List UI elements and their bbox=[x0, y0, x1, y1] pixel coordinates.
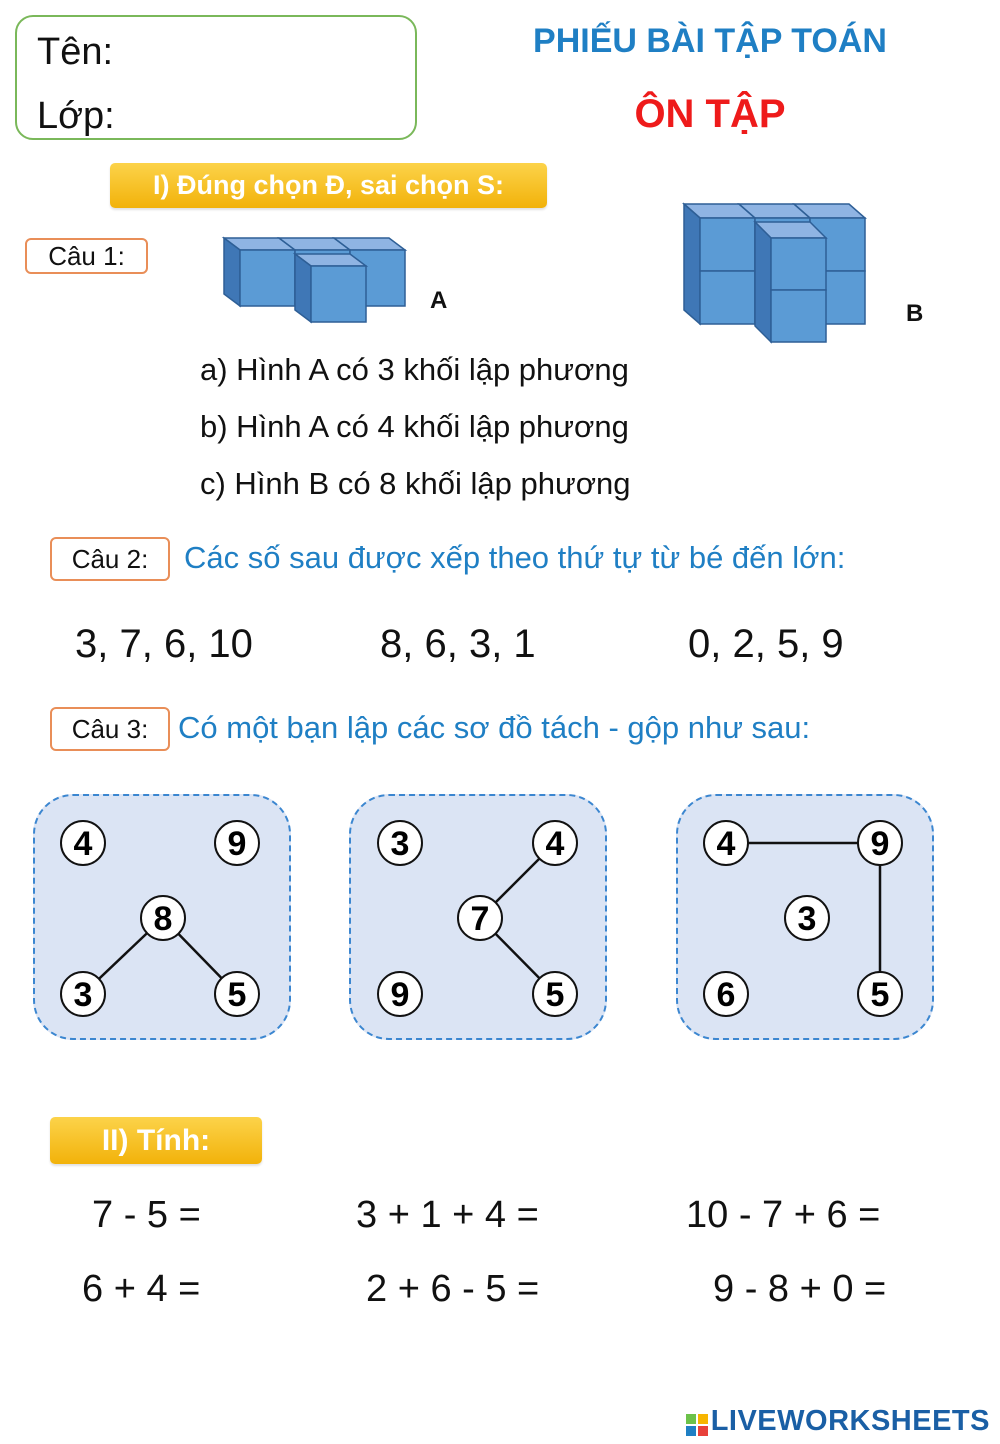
diagram-1-bottom-left: 3 bbox=[73, 976, 93, 1014]
diagram-2-bottom-right: 5 bbox=[545, 976, 565, 1014]
cube-a1-side bbox=[224, 238, 240, 306]
liveworksheets-logo bbox=[686, 1405, 990, 1438]
cube-a1-front bbox=[240, 250, 295, 306]
calc-1-1: 7 - 5 = bbox=[92, 1194, 201, 1236]
calc-2-2: 2 + 6 - 5 = bbox=[366, 1268, 540, 1310]
diagram-1-bottom-right: 5 bbox=[227, 976, 247, 1014]
q2-text: Các số sau được xếp theo thứ tự từ bé đến lớn: bbox=[184, 540, 846, 575]
diagram-1-top-left: 4 bbox=[73, 825, 93, 863]
q2-label: Câu 2: bbox=[50, 537, 170, 581]
worksheet-subtitle: ÔN TẬP bbox=[634, 92, 786, 136]
q2-sequence-3: 0, 2, 5, 9 bbox=[688, 622, 844, 666]
calc-1-2: 3 + 1 + 4 = bbox=[356, 1194, 539, 1236]
diagram-1-center: 8 bbox=[153, 900, 173, 938]
q2-sequence-1: 3, 7, 6, 10 bbox=[75, 622, 253, 666]
calc-1-3: 10 - 7 + 6 = bbox=[686, 1194, 881, 1236]
diagram-2 bbox=[349, 794, 607, 1040]
cube-a4-front bbox=[311, 266, 366, 322]
calc-2-1: 6 + 4 = bbox=[82, 1268, 201, 1310]
liveworksheets-text: LIVEWORKSHEETS bbox=[710, 1405, 990, 1437]
section1-banner: I) Đúng chọn Đ, sai chọn S: bbox=[110, 163, 547, 208]
diagram-2-top-right: 4 bbox=[545, 825, 565, 863]
diagram-2-top-left: 3 bbox=[390, 825, 410, 863]
figure-b-cubes bbox=[680, 198, 870, 346]
q3-text: Có một bạn lập các sơ đồ tách - gộp như sau: bbox=[178, 710, 811, 745]
diagram-2-bottom-left: 9 bbox=[390, 976, 410, 1014]
diagram-3-top-right: 9 bbox=[870, 825, 890, 863]
liveworksheets-icon bbox=[686, 1411, 708, 1433]
diagram-1 bbox=[33, 794, 291, 1040]
q1-statement-b: b) Hình A có 4 khối lập phương bbox=[200, 409, 629, 444]
class-label: Lớp: bbox=[37, 95, 115, 137]
calc-2-3: 9 - 8 + 0 = bbox=[713, 1268, 887, 1310]
q1-statement-c: c) Hình B có 8 khối lập phương bbox=[200, 466, 631, 501]
diagram-3 bbox=[676, 794, 934, 1040]
figure-a-cubes bbox=[210, 230, 420, 330]
figure-b-label: B bbox=[906, 300, 924, 327]
diagram-3-center: 3 bbox=[797, 900, 817, 938]
name-label: Tên: bbox=[37, 31, 114, 73]
name-class-box bbox=[15, 15, 417, 140]
q3-label: Câu 3: bbox=[50, 707, 170, 751]
figure-a-label: A bbox=[430, 287, 448, 314]
diagram-3-bottom-left: 6 bbox=[716, 976, 736, 1014]
worksheet-title: PHIẾU BÀI TẬP TOÁN bbox=[533, 22, 887, 60]
q1-label: Câu 1: bbox=[25, 238, 148, 274]
diagram-3-bottom-right: 5 bbox=[870, 976, 890, 1014]
cube-a4-side bbox=[295, 254, 311, 322]
diagram-1-top-right: 9 bbox=[227, 825, 247, 863]
q2-sequence-2: 8, 6, 3, 1 bbox=[380, 622, 536, 666]
diagram-2-center: 7 bbox=[470, 900, 490, 938]
diagram-3-top-left: 4 bbox=[716, 825, 736, 863]
section2-banner: II) Tính: bbox=[50, 1117, 262, 1164]
q1-statement-a: a) Hình A có 3 khối lập phương bbox=[200, 352, 629, 387]
